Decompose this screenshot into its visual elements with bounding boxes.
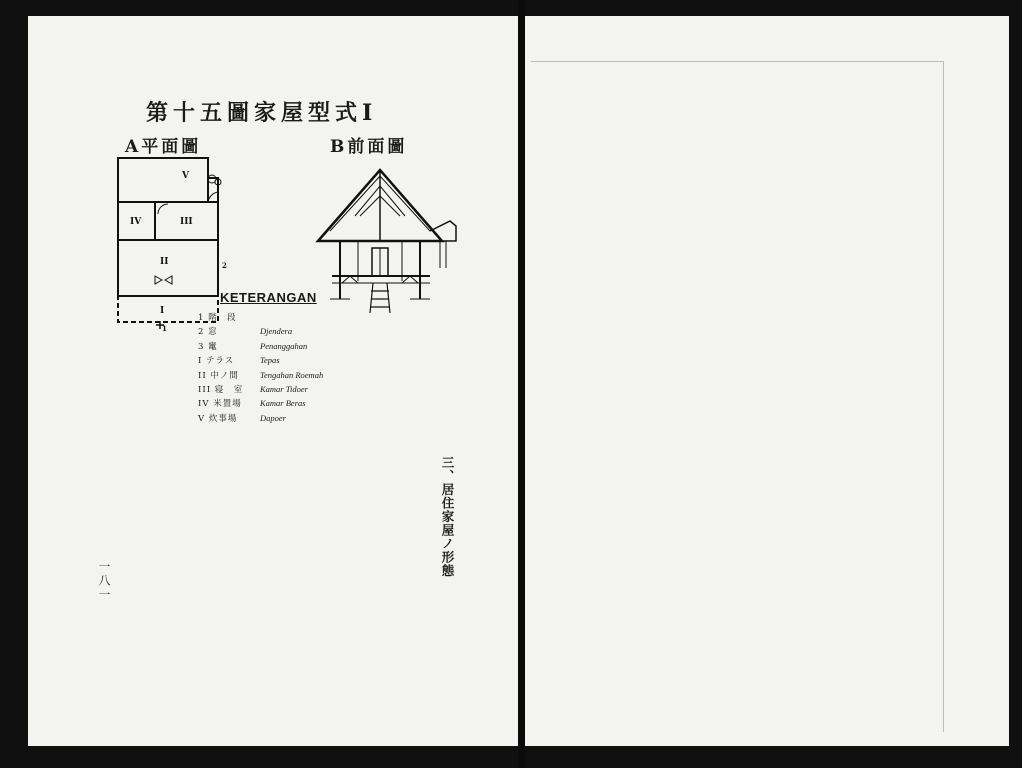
body-text	[118, 456, 438, 706]
front-elevation-drawing	[310, 156, 470, 316]
legend-key: 2 窓	[198, 327, 218, 338]
legend-value: Kamar Tidoer	[260, 383, 308, 394]
left-page	[28, 16, 518, 746]
legend-key: V 炊事場	[198, 413, 238, 424]
legend-key: II 中ノ間	[198, 370, 239, 381]
plan-label: A平面圖	[125, 137, 202, 157]
legend-value: Kamar Beras	[260, 398, 306, 409]
legend-item	[198, 368, 323, 382]
legend-item	[198, 411, 323, 425]
page-border	[531, 61, 944, 732]
book-spine	[518, 0, 525, 768]
legend-item	[198, 353, 323, 367]
legend-list	[198, 310, 323, 425]
legend-item	[198, 396, 323, 410]
room-v-label: V	[182, 171, 189, 181]
room-iv-label: IV	[130, 217, 142, 227]
legend-item	[198, 382, 323, 396]
stair-mark: 1	[162, 324, 167, 331]
section-heading: 三、居住家屋ノ形態	[440, 456, 455, 578]
page-number: 一八一	[97, 560, 111, 602]
room-iii-label: III	[180, 217, 193, 227]
figure-title: 第十五圖家屋型式I	[146, 100, 378, 126]
legend-value: Dapoer	[260, 412, 286, 423]
legend-value: Tepas	[260, 355, 280, 366]
legend-item	[198, 339, 323, 353]
legend-key: 3 竃	[198, 341, 218, 352]
legend-item	[198, 324, 323, 338]
front-view-label: B前面圖	[330, 137, 408, 157]
legend-item	[198, 310, 323, 324]
right-page	[525, 16, 1009, 746]
legend-key: 1 階 段	[198, 313, 237, 323]
legend-value: Djendera	[260, 326, 293, 337]
legend-key: I テラス	[198, 356, 235, 367]
window-mark: 2	[222, 261, 227, 270]
legend-value: Tengahan Roemah	[260, 369, 324, 380]
legend-key: IV 米置場	[198, 399, 242, 410]
room-ii-label: II	[160, 257, 169, 267]
legend-value: Penanggahan	[260, 340, 308, 351]
legend-key: III 寝 室	[198, 384, 244, 395]
room-i-label: I	[160, 306, 165, 316]
legend-title: KETERANGAN	[220, 290, 317, 305]
